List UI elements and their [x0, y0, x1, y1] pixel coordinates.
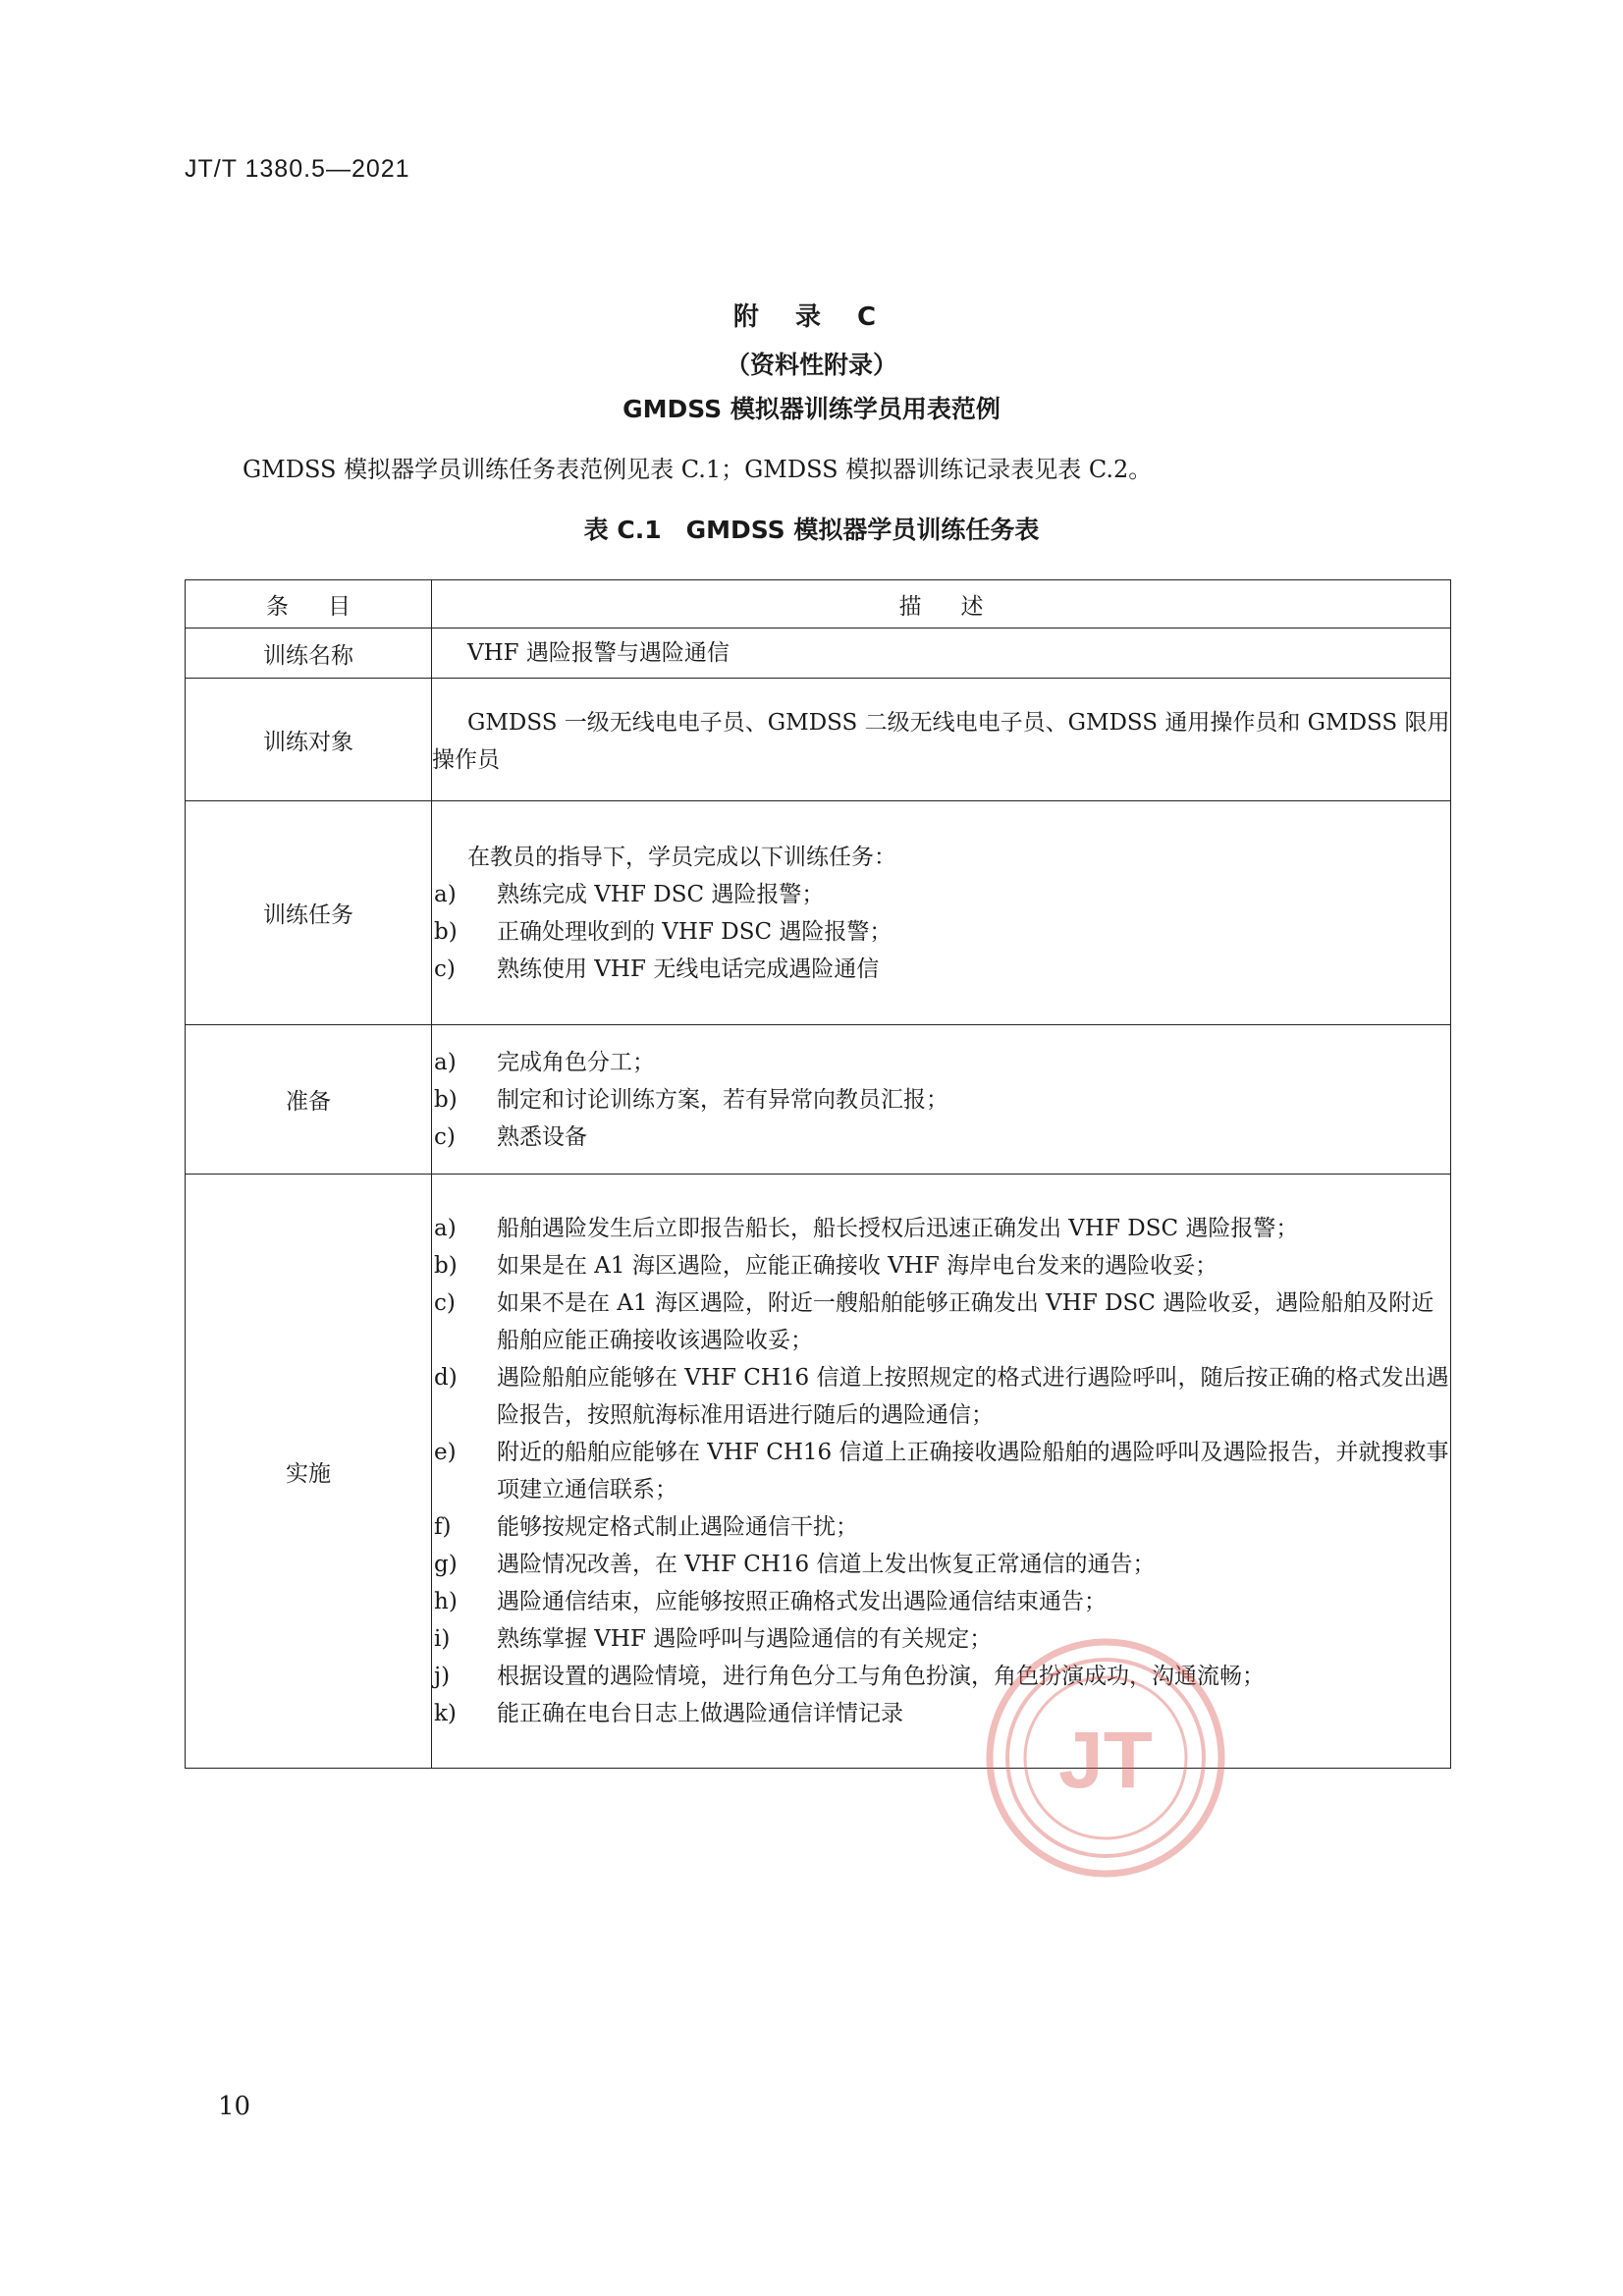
row-desc — [432, 679, 1451, 801]
list-item: i) 熟练掌握 VHF 遇险呼叫与遇险通信的有关规定； — [434, 1626, 993, 1652]
list-item: e) 附近的船舶应能够在 VHF CH16 信道上正确接收遇险船舶的遇险呼叫及遇险报告，并就搜救事项建立通信联系； — [434, 1440, 1449, 1503]
table-caption: 表 C.1 GMDSS 模拟器学员训练任务表 — [583, 516, 1040, 544]
list-item: c) 熟练使用 VHF 无线电话完成遇险通信 — [434, 956, 880, 982]
appendix-title: 附 录 C — [732, 302, 891, 332]
list-item: j) 根据设置的遇险情境，进行角色分工与角色扮演，角色扮演成功，沟通流畅； — [434, 1664, 1265, 1689]
list-item: b) 正确处理收到的 VHF DSC 遇险报警； — [434, 918, 893, 945]
list-item: d) 遇险船舶应能够在 VHF CH16 信道上按照规定的格式进行遇险呼叫，随后按正确的格式发出遇险报告，按照航海标准用语进行随后的遇险通信； — [434, 1365, 1449, 1428]
table-row-impl — [186, 1175, 1451, 1769]
row-text: GMDSS 一级无线电电子员、GMDSS 二级无线电电子员、GMDSS 通用操作员和 GMDSS 限用操作员 — [432, 710, 1450, 773]
row-desc — [432, 1175, 1451, 1769]
row-label: 训练对象 — [186, 679, 432, 801]
list-item: c) 熟悉设备 — [434, 1123, 587, 1150]
table-row-prep — [186, 1025, 1451, 1175]
list-item: b) 制定和讨论训练方案，若有异常向教员汇报； — [434, 1086, 948, 1113]
list-item: h) 遇险通信结束，应能够按照正确格式发出遇险通信结束通告； — [434, 1589, 1107, 1614]
intro-paragraph: GMDSS 模拟器学员训练任务表范例见表 C.1；GMDSS 模拟器训练记录表见表 C.2。 — [243, 456, 1153, 483]
list-item: k) 能正确在电台日志上做遇险通信详情记录 — [434, 1701, 903, 1726]
stamp-text: JT — [1058, 1716, 1153, 1805]
page-number: 10 — [218, 2092, 251, 2121]
list-item: f) 能够按规定格式制止遇险通信干扰； — [434, 1514, 858, 1540]
row-desc — [432, 629, 1451, 679]
row-text: VHF 遇险报警与遇险通信 — [467, 640, 730, 666]
row-label: 准备 — [186, 1025, 432, 1175]
table-row-target — [186, 679, 1451, 801]
standard-code: JT/T 1380.5—2021 — [185, 155, 410, 183]
list-item: g) 遇险情况改善，在 VHF CH16 信道上发出恢复正常通信的通告； — [434, 1552, 1156, 1577]
row-desc — [432, 1025, 1451, 1175]
row-label: 训练名称 — [186, 629, 432, 679]
appendix-type: （资料性附录） — [725, 351, 897, 379]
appendix-name: GMDSS 模拟器训练学员用表范例 — [622, 395, 1001, 423]
row-desc — [432, 801, 1451, 1025]
list-item: a) 熟练完成 VHF DSC 遇险报警； — [434, 881, 825, 907]
header-desc: 描述 — [432, 580, 1451, 629]
list-item: c) 如果不是在 A1 海区遇险，附近一艘船舶能够正确发出 VHF DSC 遇险收妥，遇险船舶及附近船舶应能正确接收该遇险收妥； — [434, 1290, 1434, 1353]
row-label: 实施 — [186, 1175, 432, 1769]
jt-stamp-icon — [978, 1630, 1233, 1886]
table-row-name — [186, 629, 1451, 679]
list-item: a) 完成角色分工； — [434, 1049, 655, 1075]
table-row-tasks — [186, 801, 1451, 1025]
list-item: b) 如果是在 A1 海区遇险，应能正确接收 VHF 海岸电台发来的遇险收妥； — [434, 1253, 1218, 1279]
table-header-row — [186, 580, 1451, 629]
header-item: 条目 — [186, 580, 432, 629]
row-label: 训练任务 — [186, 801, 432, 1025]
tasks-lead: 在教员的指导下，学员完成以下训练任务： — [467, 844, 896, 870]
training-task-table — [185, 579, 1451, 1769]
list-item: a) 船舶遇险发生后立即报告船长，船长授权后迅速正确发出 VHF DSC 遇险报警； — [434, 1216, 1299, 1241]
